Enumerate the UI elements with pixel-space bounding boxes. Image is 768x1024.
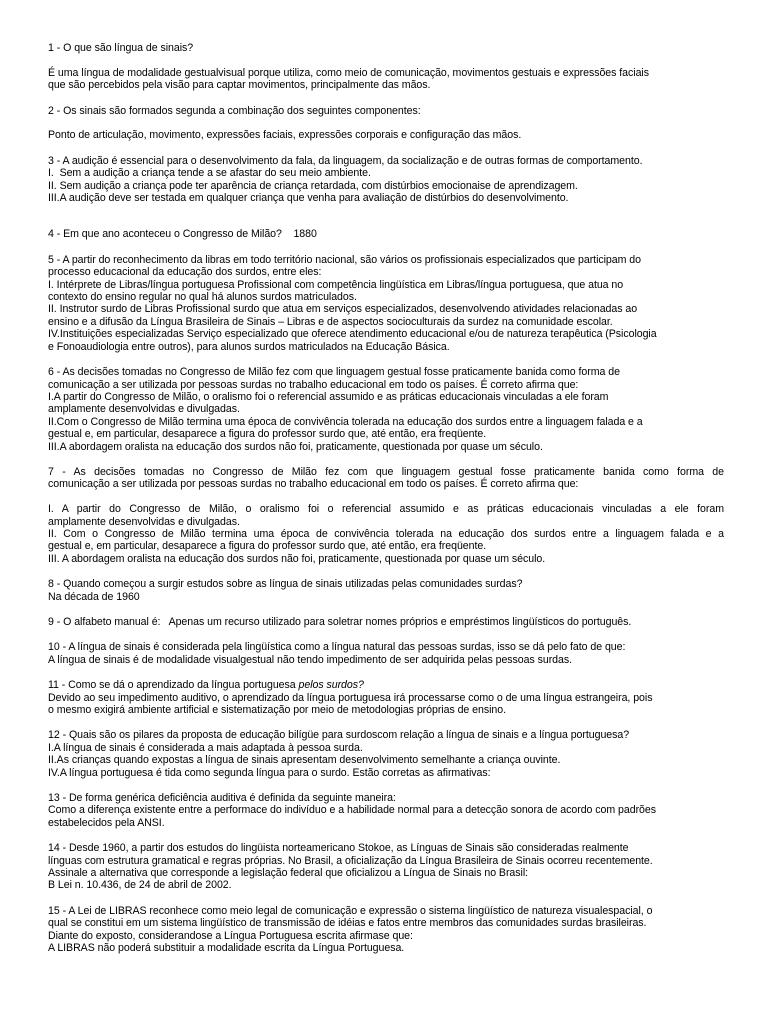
question-12-item-1: I.A língua de sinais é considerada a mais adaptada à pessoa surda. bbox=[48, 741, 363, 754]
question-7-block bbox=[48, 466, 724, 565]
question-15-answer: A LIBRAS não poderá substituir a modalidade escrita da Língua Portuguesa. bbox=[48, 942, 405, 955]
question-5-line-4: contexto do ensino regular no qual há alunos surdos matriculados. bbox=[48, 291, 357, 304]
question-13-answer-line-1: Como a diferença existente entre a performace do indivíduo e a habilidade normal para a detecção sonora de acordo com padrões bbox=[48, 804, 656, 817]
question-12-item-3: IV.A língua portuguesa é tida como segunda língua para o surdo. Estão corretas as afirmativas: bbox=[48, 766, 491, 779]
question-11-answer-line-1: Devido ao seu impedimento auditivo, o aprendizado da língua portuguesa irá processarse como o de uma língua estrangeira, pois bbox=[48, 691, 653, 704]
question-6-line-7: III.A abordagem oralista na educação dos surdos não foi, praticamente, questionada por quase um século. bbox=[48, 440, 543, 453]
question-11-block bbox=[48, 679, 724, 716]
question-8-text: 8 - Quando começou a surgir estudos sobre as língua de sinais utilizadas pelas comunidades surdas? bbox=[48, 578, 523, 591]
question-12-text: 12 - Quais são os pilares da proposta de educação bilígüe para surdoscom relação a língua de sinais e a língua portuguesa? bbox=[48, 729, 630, 742]
question-9-line bbox=[48, 616, 724, 628]
question-12-item-2: II.As crianças quando expostas a língua de sinais apresentam desenvolvimento semelhante a criança ouvinte. bbox=[48, 754, 561, 767]
question-6-line-1: 6 - As decisões tomadas no Congresso de Milão fez com que linguagem gestual fosse praticamente banida como forma de bbox=[48, 366, 620, 379]
question-2-block bbox=[48, 105, 724, 142]
question-15-line-2: qual se constitui em um sistema lingüístico de transmissão de idéias e fatos entre membros das comunidades surdas brasileiras. bbox=[48, 917, 647, 930]
question-7-item-2-cont: gestual e, em particular, desaparece a figura do professor surdo que, até então, era freqüente. bbox=[48, 540, 487, 553]
question-5-block bbox=[48, 254, 724, 353]
question-9-text: 9 - O alfabeto manual é: bbox=[48, 615, 161, 628]
question-5-line-3: I. Intérprete de Libras/língua portuguesa Profissional com competência lingüística em Libras/língua portuguesa, que atua no bbox=[48, 278, 624, 291]
question-6-line-2: comunicação a ser utilizada por pessoas surdas no trabalho educacional em todo os países. É correto afirma que: bbox=[48, 378, 579, 391]
question-7-item-3: III. A abordagem oralista na educação dos surdos não foi, praticamente, questionada por quase um século. bbox=[48, 552, 546, 565]
question-3-item-1: I. Sem a audição a criança tende a se afastar do seu meio ambiente. bbox=[48, 167, 371, 180]
question-4-text: 4 - Em que ano aconteceu o Congresso de Milão? bbox=[48, 228, 282, 241]
question-3-item-2: II. Sem audição a criança pode ter aparência de criança retardada, com distúrbios emocionaise de aprendizagem. bbox=[48, 179, 578, 192]
question-13-block bbox=[48, 792, 724, 829]
question-14-line-1: 14 - Desde 1960, a partir dos estudos do lingüista norteamericano Stokoe, as Línguas de Sinais são consideradas realmente bbox=[48, 842, 629, 855]
question-14-line-2: línguas com estrutura gramatical e regras próprias. No Brasil, a oficialização da Língua Brasileira de Sinais ocorreu recentemente. bbox=[48, 854, 653, 867]
question-5-line-1: 5 - A partir do reconhecimento da libras em todo território nacional, são vários os profissionais especializados que participam do bbox=[48, 253, 641, 266]
question-11-answer-line-2: o mesmo exigirá ambiente artificial e sistematização por meio de metodologias próprias de ensino. bbox=[48, 704, 506, 717]
question-6-line-6: gestual e, em particular, desaparece a figura do professor surdo que, até então, era freqüente. bbox=[48, 428, 487, 441]
question-5-line-7: IV.Instituições especializadas Serviço especializado que oferece atendimento educacional e/ou de natureza terapêutica (Psicologia bbox=[48, 328, 657, 341]
question-5-line-5: II. Instrutor surdo de Libras Profissional surdo que atua em serviços especializados, desenvolvendo atividades relacionadas ao bbox=[48, 303, 638, 316]
question-4-answer: 1880 bbox=[293, 228, 317, 241]
question-15-line-1: 15 - A Lei de LIBRAS reconhece como meio legal de comunicação e expressão o sistema lingüístico de natureza visualespacial, o bbox=[48, 904, 653, 917]
question-3-text: 3 - A audição é essencial para o desenvolvimento da fala, da linguagem, da socialização e de outras formas de comportamento. bbox=[48, 154, 643, 167]
question-13-text: 13 - De forma genérica deficiência auditiva é definida da seguinte maneira: bbox=[48, 792, 396, 805]
question-7-item-1: I. A partir do Congresso de Milão, o oralismo foi o referencial assumido e as práticas educacionais vinculadas a ele foram bbox=[48, 503, 724, 516]
question-7-line-1: 7 - As decisões tomadas no Congresso de Milão fez com que linguagem gestual fosse praticamente banida como forma de bbox=[48, 465, 724, 478]
question-12-block bbox=[48, 729, 724, 779]
question-6-line-4: amplamente desenvolvidas e divulgadas. bbox=[48, 403, 240, 416]
question-15-block bbox=[48, 905, 724, 955]
question-5-line-8: e Fonoaudiologia entre outros), para alunos surdos matriculados na Educação Básica. bbox=[48, 340, 450, 353]
question-4-block bbox=[48, 228, 724, 240]
question-10-answer: A língua de sinais é de modalidade visualgestual não tendo impedimento de ser adquirida pelas pessoas surdas. bbox=[48, 653, 572, 666]
question-1-answer-line-2: que são percebidos pela visão para captar movimentos, principalmente das mãos. bbox=[48, 79, 431, 92]
question-2-answer: Ponto de articulação, movimento, expressões faciais, expressões corporais e configuração das mãos. bbox=[48, 129, 522, 142]
question-9-block bbox=[48, 616, 724, 628]
question-3-item-3: III.A audição deve ser testada em qualquer criança que venha para avaliação de distúrbios do desenvolvimento. bbox=[48, 192, 569, 205]
document-page bbox=[48, 42, 724, 968]
question-14-line-3: Assinale a alternativa que corresponde a legislação federal que oficializou a Língua de Sinais no Brasil: bbox=[48, 867, 529, 880]
question-11-text: 11 - Como se dá o aprendizado da língua portuguesa bbox=[48, 679, 299, 692]
question-11-italic-text: pelos surdos? bbox=[298, 679, 364, 692]
question-6-block bbox=[48, 366, 724, 453]
question-11-line bbox=[48, 679, 724, 691]
question-10-block bbox=[48, 641, 724, 666]
question-4-line bbox=[48, 228, 724, 240]
question-6-line-3: I.A partir do Congresso de Milão, o oralismo foi o referencial assumido e as práticas educacionais vinculadas a ele foram bbox=[48, 390, 609, 403]
question-13-answer-line-2: estabelecidos pela ANSI. bbox=[48, 816, 165, 829]
question-14-answer: B Lei n. 10.436, de 24 de abril de 2002. bbox=[48, 879, 232, 892]
question-6-line-5: II.Com o Congresso de Milão termina uma época de convivência tolerada na educação dos surdos entre a linguagem falada e a bbox=[48, 415, 643, 428]
question-1-answer-line-1: É uma língua de modalidade gestualvisual porque utiliza, como meio de comunicação, movimentos gestuais e expressões faciais bbox=[48, 66, 649, 79]
question-8-answer: Na década de 1960 bbox=[48, 590, 140, 603]
question-15-line-3: Diante do exposto, considerandose a Língua Portuguesa escrita afirmase que: bbox=[48, 929, 413, 942]
question-7-item-1-cont: amplamente desenvolvidas e divulgadas. bbox=[48, 515, 240, 528]
question-7-line-2: comunicação a ser utilizada por pessoas surdas no trabalho educacional em todo os países. É correto afirma que: bbox=[48, 478, 579, 491]
question-1-text: 1 - O que são língua de sinais? bbox=[48, 42, 194, 54]
question-3-block bbox=[48, 155, 724, 205]
question-7-item-2: II. Com o Congresso de Milão termina uma época de convivência tolerada na educação dos surdos entre a linguagem falada e a bbox=[48, 527, 724, 540]
question-14-block bbox=[48, 842, 724, 892]
question-5-line-6: ensino e a difusão da Língua Brasileira de Sinais – Libras e de aspectos socioculturais da surdez na comunidade escolar. bbox=[48, 315, 613, 328]
question-1-block bbox=[48, 42, 724, 92]
question-2-text: 2 - Os sinais são formados segunda a combinação dos seguintes componentes: bbox=[48, 104, 421, 117]
question-9-answer: Apenas um recurso utilizado para soletrar nomes próprios e empréstimos lingüísticos do português. bbox=[168, 615, 632, 628]
question-5-line-2: processo educacional da educação dos surdos, entre eles: bbox=[48, 266, 322, 279]
question-10-text: 10 - A língua de sinais é considerada pela lingüística como a língua natural das pessoas surdas, isso se dá pelo fato de que: bbox=[48, 641, 626, 654]
question-8-block bbox=[48, 578, 724, 603]
